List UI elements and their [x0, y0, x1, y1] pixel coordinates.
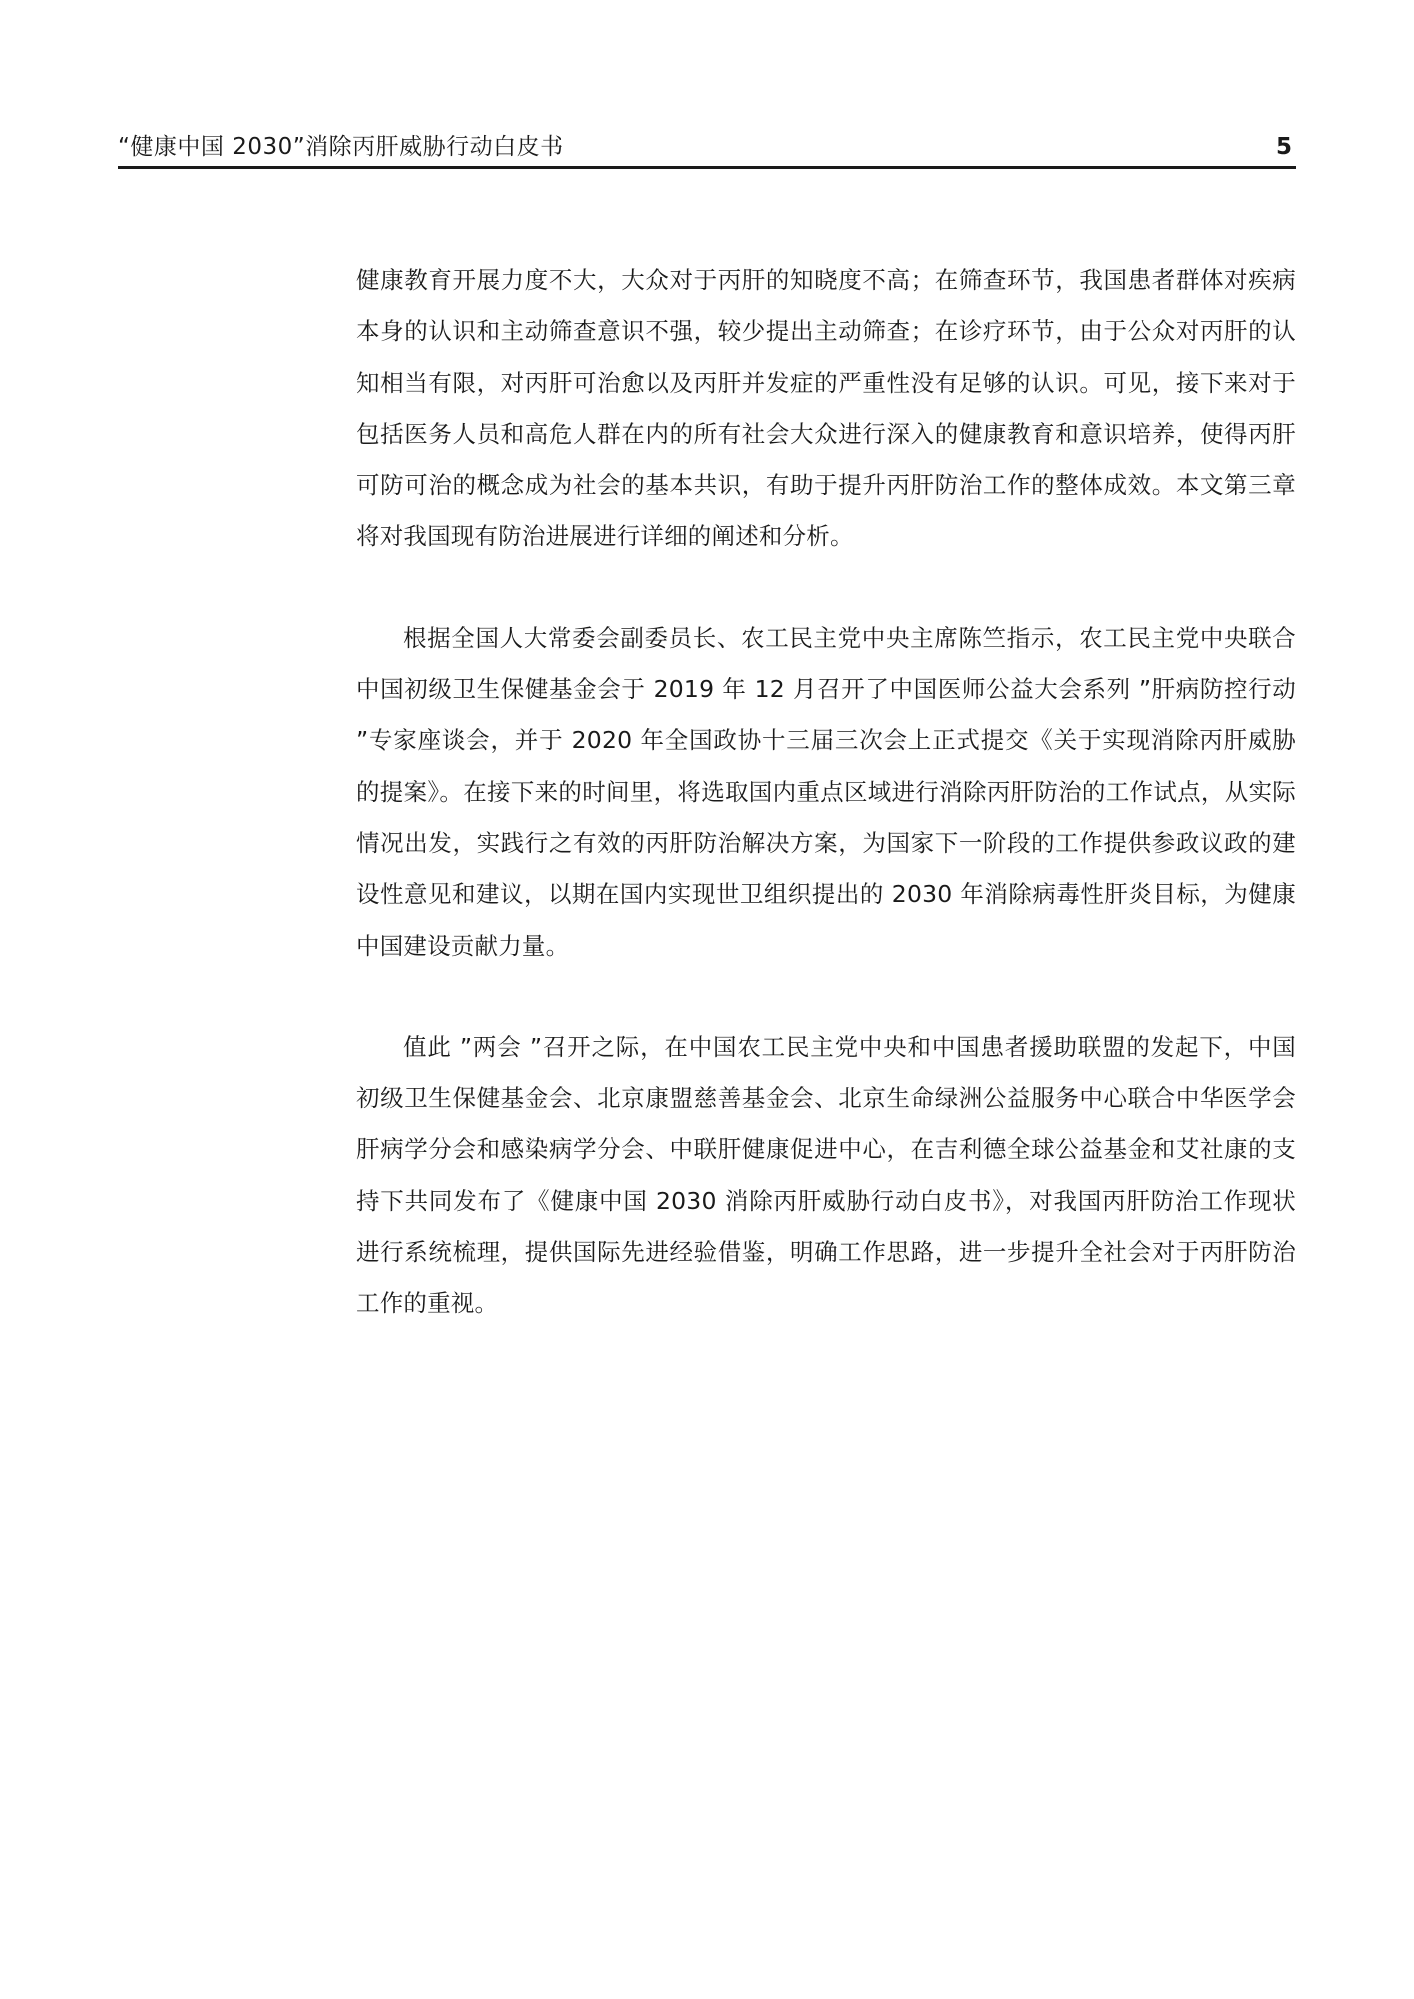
document-body [356, 255, 1296, 1380]
page-header [118, 128, 1296, 168]
document-title: “健康中国 2030”消除丙肝威胁行动白皮书 [118, 134, 564, 160]
paragraph-continued: 健康教育开展力度不大，大众对于丙肝的知晓度不高；在筛查环节，我国患者群体对疾病本身的认识和主动筛查意识不强，较少提出主动筛查；在诊疗环节，由于公众对丙肝的认知相当有限，对丙肝可治愈以及丙肝并发症的严重性没有足够的认识。可见，接下来对于包括医务人员和高危人群在内的所有社会大众进行深入的健康教育和意识培养，使得丙肝可防可治的概念成为社会的基本共识，有助于提升丙肝防治工作的整体成效。本文第三章将对我国现有防治进展进行详细的阐述和分析。 [356, 266, 1296, 551]
paragraph-release: 值此 ”两会 ”召开之际，在中国农工民主党中央和中国患者援助联盟的发起下，中国初级卫生保健基金会、北京康盟慈善基金会、北京生命绿洲公益服务中心联合中华医学会肝病学分会和感染病学分会、中联肝健康促进中心，在吉利德全球公益基金和艾社康的支持下共同发布了《健康中国 2030 消除丙肝威胁行动白皮书》，对我国丙肝防治工作现状进行系统梳理，提供国际先进经验借鉴，明确工作思路，进一步提升全社会对于丙肝防治工作的重视。 [356, 1032, 1296, 1318]
paragraph-proposal: 根据全国人大常委会副委员长、农工民主党中央主席陈竺指示，农工民主党中央联合中国初级卫生保健基金会于 2019 年 12 月召开了中国医师公益大会系列 ”肝病防控行动 ”专家座谈会，并于 2020 年全国政协十三届三次会上正式提交《关于实现消除丙肝威胁的提案》。在接下来的时间里，将选取国内重点区域进行消除丙肝防治的工作试点，从实际情况出发，实践行之有效的丙肝防治解决方案，为国家下一阶段的工作提供参政议政的建设性意见和建议，以期在国内实现世卫组织提出的 2030 年消除病毒性肝炎目标，为健康中国建设贡献力量。 [356, 623, 1296, 960]
page-number: 5 [1275, 134, 1292, 160]
header-divider [118, 166, 1296, 169]
